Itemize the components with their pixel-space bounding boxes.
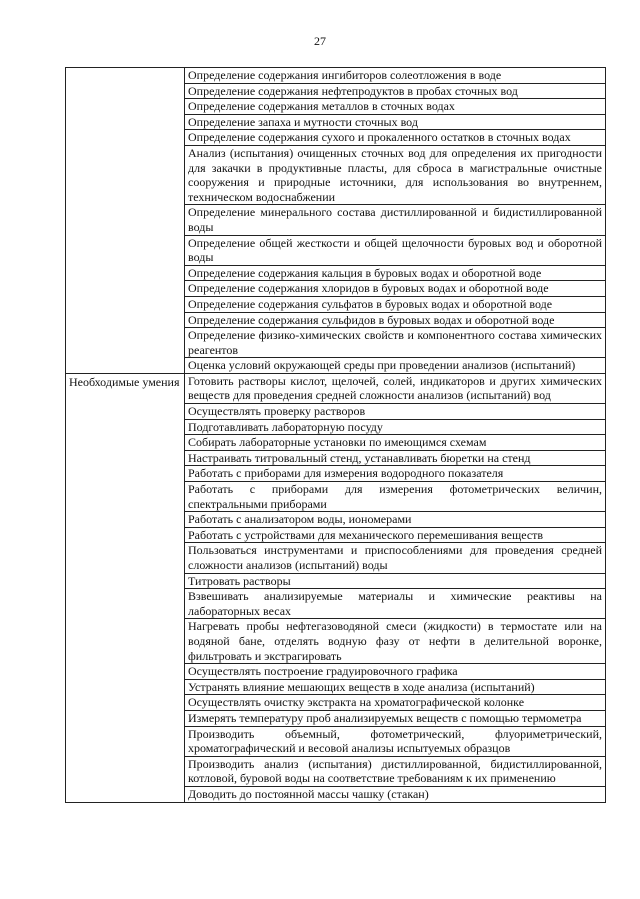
skill-item: Работать с приборами для измерения фотометрических величин, спектральными приборами <box>185 482 606 512</box>
requirements-table <box>65 67 606 803</box>
knowledge-category-cell <box>66 68 185 374</box>
knowledge-item: Определение содержания сульфидов в буровых водах и оборотной воде <box>185 312 606 328</box>
knowledge-item: Анализ (испытания) очищенных сточных вод для определения их пригодности для закачки в продуктивные пласты, для сброса в магистральные очистные сооружения и природные источники, для использования во внутреннем, техническом водоснабжении <box>185 145 606 204</box>
skills-category-cell <box>66 373 185 802</box>
table-row <box>66 68 606 84</box>
skill-item: Подготавливать лабораторную посуду <box>185 419 606 435</box>
skill-item: Осуществлять очистку экстракта на хроматографической колонке <box>185 695 606 711</box>
skill-item: Нагревать пробы нефтегазоводяной смеси (жидкости) в термостате или на водяной бане, отделять водную фазу от нефти в делительной воронке, фильтровать и экстрагировать <box>185 619 606 664</box>
knowledge-item: Определение содержания ингибиторов солеотложения в воде <box>185 68 606 84</box>
page-number: 27 <box>314 34 326 48</box>
knowledge-item: Определение запаха и мутности сточных вод <box>185 114 606 130</box>
skill-item: Взвешивать анализируемые материалы и химические реактивы на лабораторных весах <box>185 589 606 619</box>
knowledge-item: Определение содержания хлоридов в буровых водах и оборотной воде <box>185 281 606 297</box>
knowledge-item: Определение содержания сухого и прокаленного остатков в сточных водах <box>185 130 606 146</box>
knowledge-item: Определение содержания металлов в сточных водах <box>185 99 606 115</box>
knowledge-item: Определение содержания нефтепродуктов в пробах сточных вод <box>185 83 606 99</box>
skill-item: Настраивать титровальный стенд, устанавливать бюретки на стенд <box>185 450 606 466</box>
knowledge-item: Определение содержания сульфатов в буровых водах и оборотной воде <box>185 296 606 312</box>
skill-item: Измерять температуру проб анализируемых веществ с помощью термометра <box>185 710 606 726</box>
knowledge-item: Определение физико-химических свойств и компонентного состава химических реагентов <box>185 328 606 358</box>
skill-item: Работать с устройствами для механического перемешивания веществ <box>185 527 606 543</box>
skill-item: Доводить до постоянной массы чашку (стакан) <box>185 786 606 802</box>
skill-item: Собирать лабораторные установки по имеющимся схемам <box>185 435 606 451</box>
skill-item: Устранять влияние мешающих веществ в ходе анализа (испытаний) <box>185 679 606 695</box>
skill-item: Осуществлять проверку растворов <box>185 404 606 420</box>
knowledge-item: Определение содержания кальция в буровых водах и оборотной воде <box>185 265 606 281</box>
table-row <box>66 373 606 403</box>
category-label: Необходимые умения <box>69 374 180 389</box>
skill-item: Производить объемный, фотометрический, флуориметрический, хроматографический и весовой анализы испытуемых образцов <box>185 726 606 756</box>
skill-item: Пользоваться инструментами и приспособлениями для проведения средней сложности анализов (испытаний) воды <box>185 543 606 573</box>
skill-item: Титровать растворы <box>185 573 606 589</box>
skill-item: Работать с приборами для измерения водородного показателя <box>185 466 606 482</box>
skill-item: Работать с анализатором воды, иономерами <box>185 512 606 528</box>
knowledge-item: Определение минерального состава дистиллированной и бидистиллированной воды <box>185 205 606 235</box>
skill-item: Производить анализ (испытания) дистиллированной, бидистиллированной, котловой, буровой воды на соответствие требованиям к их применению <box>185 756 606 786</box>
knowledge-item: Определение общей жесткости и общей щелочности буровых вод и оборотной воды <box>185 235 606 265</box>
skill-item: Осуществлять построение градуировочного графика <box>185 664 606 680</box>
knowledge-item: Оценка условий окружающей среды при проведении анализов (испытаний) <box>185 358 606 374</box>
skill-item: Готовить растворы кислот, щелочей, солей, индикаторов и других химических веществ для проведения средней сложности анализов (испытаний) вод <box>185 373 606 403</box>
